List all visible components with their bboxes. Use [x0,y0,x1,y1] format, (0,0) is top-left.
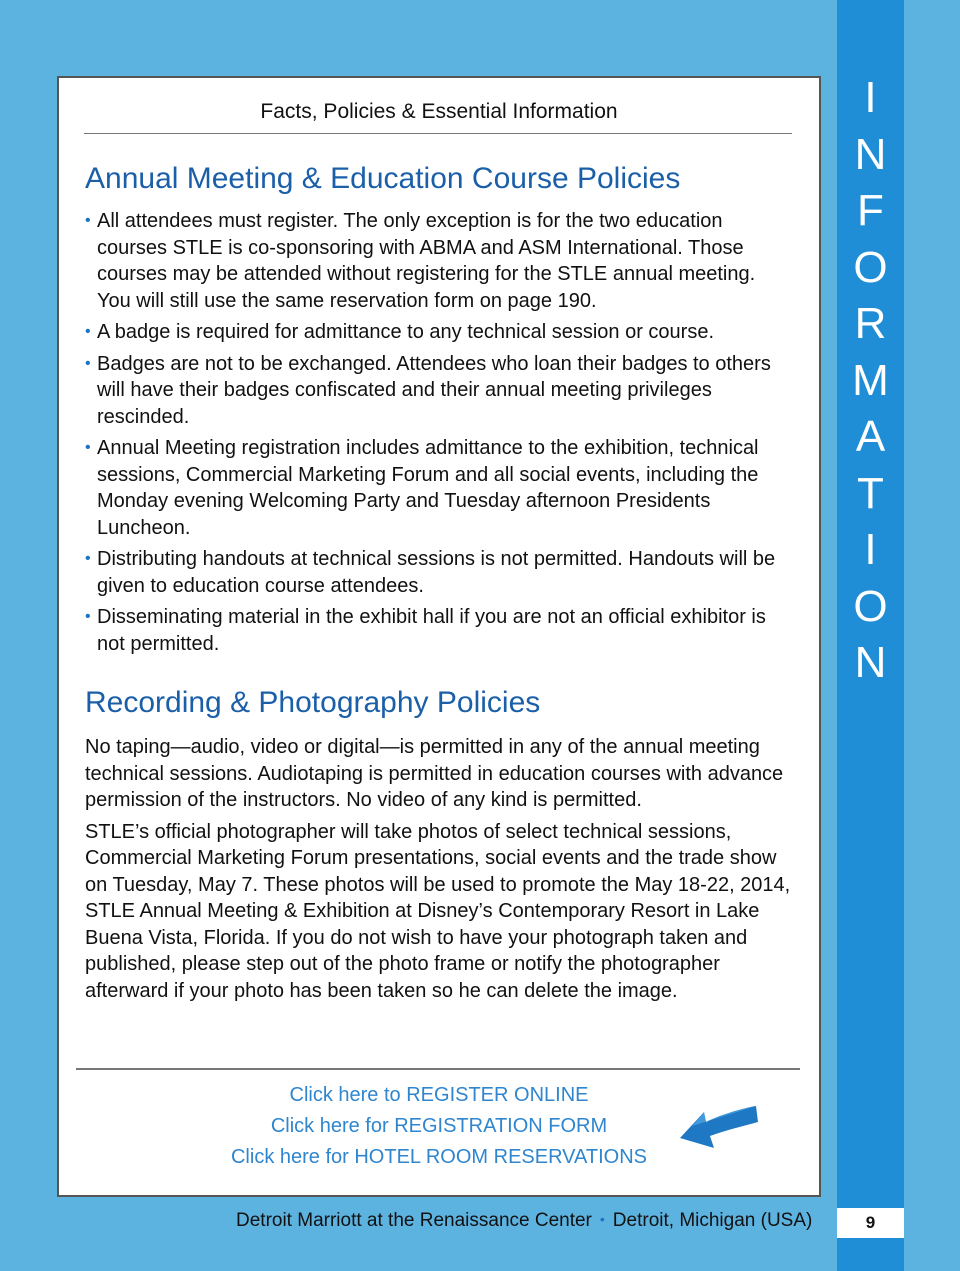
side-letter: O [853,581,888,631]
list-item: • Distributing handouts at technical sessions is not permitted. Handouts will be given to education course attendees. [85,548,776,597]
recording-policy-text [85,734,797,1009]
list-item: • Disseminating material in the exhibit hall if you are not an official exhibitor is not permitted. [85,606,766,655]
paragraph: STLE’s official photographer will take photos of select technical sessions, Commercial Marketing Forum presentations, social events and the trade show on Tuesday, May 7. These photos will be used to promote the May 18-22, 2014, STLE Annual Meeting & Exhibition at Disney’s Contemporary Resort in Lake Buena Vista, Florida. If you do not wish to have your photograph taken and published, please step out of the photo frame or notify the photographer afterward if your photo has been taken so he can delete the image. [85,820,791,1002]
side-letter: M [852,355,889,405]
side-letter: A [855,412,886,461]
section-title-recording: Recording & Photography Policies [85,686,541,719]
register-online-link[interactable]: Click here to REGISTER ONLINE [289,1084,589,1106]
bullet-icon: • [85,439,91,456]
side-letter: O [853,242,888,292]
side-letter: F [857,186,884,235]
registration-form-link[interactable]: Click here for REGISTRATION FORM [270,1115,608,1137]
bullet-icon: • [85,212,91,229]
list-item: • A badge is required for admittance to any technical session or course. [85,319,785,346]
footer-venue: Detroit Marriott at the Renaissance Center [236,1210,592,1231]
arrow-left-icon [674,1086,764,1156]
policy-list [85,208,785,662]
side-letter: T [857,468,884,518]
page-header: Facts, Policies & Essential Information [260,100,618,123]
paragraph: No taping—audio, video or digital—is permitted in any of the annual meeting technical sessions. Audiotaping is permitted in education courses with advance permission of the instructors. No video of any kind is permitted. [85,736,784,811]
bullet-icon: • [85,354,91,372]
side-letter: N [854,638,887,687]
bullet-icon: • [85,323,91,340]
page-number: 9 [837,1208,904,1238]
side-letter: I [864,525,877,574]
registration-links [209,1080,669,1173]
header-divider [84,133,792,134]
content-card [57,76,821,1197]
side-letter: N [854,129,887,179]
list-item: • All attendees must register. The only exception is for the two education courses STLE is co-sponsoring with ABMA and ASM International. Those courses may be attended without registering for the STLE annual meeting. You will still use the same reservation form on page 190. [85,210,756,312]
side-letter: R [854,299,887,348]
bullet-icon: • [85,608,91,625]
links-divider [76,1068,800,1070]
list-item: • Annual Meeting registration includes admittance to the exhibition, technical sessions, Commercial Marketing Forum and all social events, including the Monday evening Welcoming Party and Tuesday afternoon Presidents Luncheon. [85,437,759,539]
footer-separator: • [599,1211,605,1227]
footer [236,1210,812,1232]
hotel-reservations-link[interactable]: Click here for HOTEL ROOM RESERVATIONS [230,1146,647,1168]
footer-location: Detroit, Michigan (USA) [612,1210,813,1231]
side-tab-word [837,70,904,692]
section-title-annual-meeting: Annual Meeting & Education Course Policies [85,162,681,195]
bullet-icon: • [85,550,91,567]
list-item: • Badges are not to be exchanged. Attendees who loan their badges to others will have their badges confiscated and their annual meeting privileges rescinded. [85,352,771,428]
side-letter: I [864,73,877,122]
